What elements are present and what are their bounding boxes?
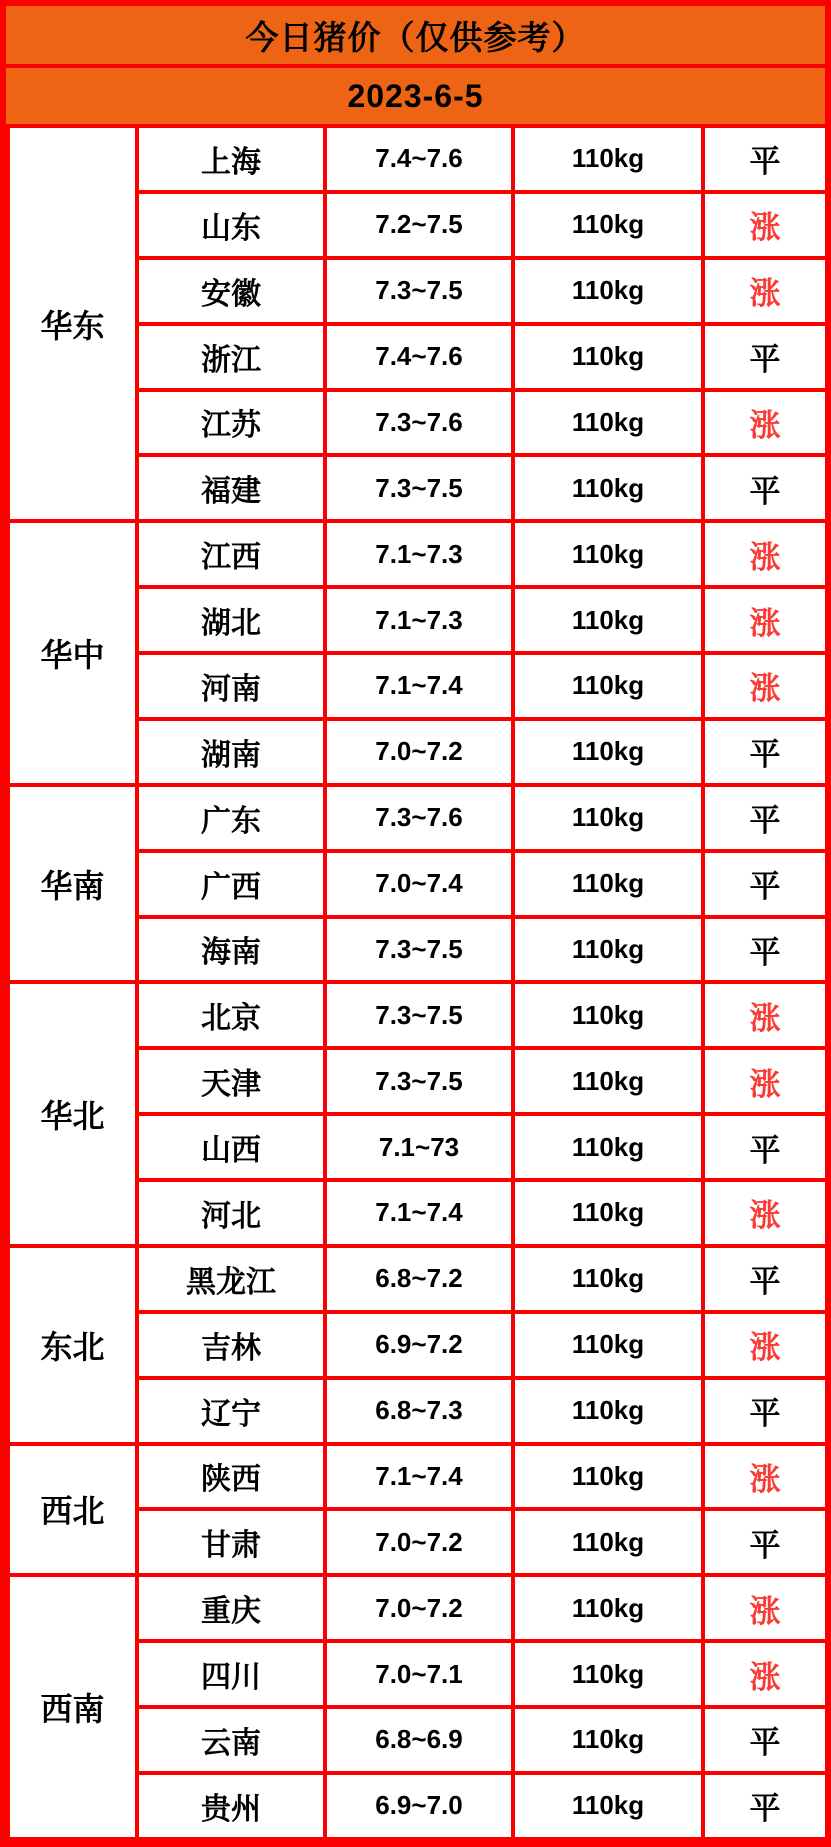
- price-cell: 7.4~7.6: [325, 324, 513, 390]
- weight-cell: 110kg: [513, 851, 703, 917]
- province-cell: 辽宁: [137, 1378, 325, 1444]
- page-title: 今日猪价（仅供参考）: [245, 18, 586, 56]
- price-cell: 7.1~7.3: [325, 521, 513, 587]
- status-cell: 涨: [703, 390, 827, 456]
- price-cell: 7.0~7.4: [325, 851, 513, 917]
- status-cell: 平: [703, 1378, 827, 1444]
- weight-cell: 110kg: [513, 587, 703, 653]
- price-cell: 7.3~7.5: [325, 917, 513, 983]
- region-cell: 西北: [8, 1444, 137, 1576]
- price-cell: 6.9~7.0: [325, 1773, 513, 1839]
- price-cell: 7.3~7.5: [325, 455, 513, 521]
- weight-cell: 110kg: [513, 785, 703, 851]
- province-cell: 江西: [137, 521, 325, 587]
- province-cell: 湖北: [137, 587, 325, 653]
- status-cell: 平: [703, 324, 827, 390]
- price-table: [6, 124, 829, 1841]
- table-row: [8, 1575, 827, 1641]
- price-cell: 7.0~7.2: [325, 719, 513, 785]
- price-cell: 7.3~7.5: [325, 982, 513, 1048]
- province-cell: 福建: [137, 455, 325, 521]
- price-cell: 7.1~7.4: [325, 1444, 513, 1510]
- table-row: [8, 982, 827, 1048]
- province-cell: 吉林: [137, 1312, 325, 1378]
- status-cell: 平: [703, 1509, 827, 1575]
- title-bar: [6, 6, 825, 68]
- status-cell: 涨: [703, 1312, 827, 1378]
- weight-cell: 110kg: [513, 1641, 703, 1707]
- status-cell: 涨: [703, 1641, 827, 1707]
- price-cell: 7.4~7.6: [325, 126, 513, 192]
- status-cell: 涨: [703, 1575, 827, 1641]
- weight-cell: 110kg: [513, 653, 703, 719]
- weight-cell: 110kg: [513, 1246, 703, 1312]
- province-cell: 山东: [137, 192, 325, 258]
- status-cell: 平: [703, 917, 827, 983]
- price-cell: 7.1~7.4: [325, 1180, 513, 1246]
- price-cell: 6.8~7.3: [325, 1378, 513, 1444]
- region-cell: 华南: [8, 785, 137, 983]
- status-cell: 涨: [703, 1048, 827, 1114]
- weight-cell: 110kg: [513, 126, 703, 192]
- region-cell: 东北: [8, 1246, 137, 1444]
- weight-cell: 110kg: [513, 1378, 703, 1444]
- price-cell: 7.0~7.1: [325, 1641, 513, 1707]
- province-cell: 安徽: [137, 258, 325, 324]
- province-cell: 浙江: [137, 324, 325, 390]
- price-cell: 7.1~7.4: [325, 653, 513, 719]
- province-cell: 贵州: [137, 1773, 325, 1839]
- price-cell: 7.3~7.5: [325, 1048, 513, 1114]
- province-cell: 上海: [137, 126, 325, 192]
- status-cell: 涨: [703, 982, 827, 1048]
- province-cell: 四川: [137, 1641, 325, 1707]
- weight-cell: 110kg: [513, 258, 703, 324]
- province-cell: 河南: [137, 653, 325, 719]
- weight-cell: 110kg: [513, 455, 703, 521]
- province-cell: 甘肃: [137, 1509, 325, 1575]
- date-bar: [6, 68, 825, 124]
- status-cell: 平: [703, 719, 827, 785]
- region-cell: 华东: [8, 126, 137, 521]
- weight-cell: 110kg: [513, 390, 703, 456]
- region-cell: 华北: [8, 982, 137, 1246]
- province-cell: 云南: [137, 1707, 325, 1773]
- status-cell: 平: [703, 1773, 827, 1839]
- status-cell: 平: [703, 785, 827, 851]
- table-row: [8, 126, 827, 192]
- status-cell: 平: [703, 1114, 827, 1180]
- weight-cell: 110kg: [513, 1312, 703, 1378]
- weight-cell: 110kg: [513, 1048, 703, 1114]
- status-cell: 涨: [703, 521, 827, 587]
- status-cell: 涨: [703, 1180, 827, 1246]
- price-cell: 7.3~7.5: [325, 258, 513, 324]
- status-cell: 平: [703, 1246, 827, 1312]
- region-cell: 华中: [8, 521, 137, 785]
- province-cell: 黑龙江: [137, 1246, 325, 1312]
- weight-cell: 110kg: [513, 982, 703, 1048]
- region-cell: 西南: [8, 1575, 137, 1839]
- weight-cell: 110kg: [513, 1773, 703, 1839]
- price-cell: 6.8~7.2: [325, 1246, 513, 1312]
- province-cell: 重庆: [137, 1575, 325, 1641]
- weight-cell: 110kg: [513, 719, 703, 785]
- weight-cell: 110kg: [513, 917, 703, 983]
- province-cell: 江苏: [137, 390, 325, 456]
- price-cell: 7.0~7.2: [325, 1575, 513, 1641]
- status-cell: 平: [703, 851, 827, 917]
- status-cell: 平: [703, 126, 827, 192]
- table-row: [8, 521, 827, 587]
- date-label: 2023-6-5: [347, 77, 484, 114]
- weight-cell: 110kg: [513, 192, 703, 258]
- weight-cell: 110kg: [513, 1575, 703, 1641]
- table-row: [8, 785, 827, 851]
- status-cell: 平: [703, 455, 827, 521]
- province-cell: 河北: [137, 1180, 325, 1246]
- weight-cell: 110kg: [513, 1707, 703, 1773]
- price-cell: 7.3~7.6: [325, 390, 513, 456]
- weight-cell: 110kg: [513, 1180, 703, 1246]
- weight-cell: 110kg: [513, 521, 703, 587]
- province-cell: 湖南: [137, 719, 325, 785]
- status-cell: 涨: [703, 192, 827, 258]
- status-cell: 涨: [703, 587, 827, 653]
- table-row: [8, 1246, 827, 1312]
- price-cell: 7.1~7.3: [325, 587, 513, 653]
- status-cell: 涨: [703, 1444, 827, 1510]
- price-table-body: [8, 126, 827, 1839]
- weight-cell: 110kg: [513, 1509, 703, 1575]
- price-cell: 7.1~73: [325, 1114, 513, 1180]
- province-cell: 广西: [137, 851, 325, 917]
- province-cell: 海南: [137, 917, 325, 983]
- weight-cell: 110kg: [513, 324, 703, 390]
- price-cell: 6.9~7.2: [325, 1312, 513, 1378]
- status-cell: 平: [703, 1707, 827, 1773]
- table-row: [8, 1444, 827, 1510]
- price-cell: 7.0~7.2: [325, 1509, 513, 1575]
- province-cell: 陕西: [137, 1444, 325, 1510]
- price-cell: 7.2~7.5: [325, 192, 513, 258]
- price-cell: 6.8~6.9: [325, 1707, 513, 1773]
- province-cell: 山西: [137, 1114, 325, 1180]
- province-cell: 广东: [137, 785, 325, 851]
- weight-cell: 110kg: [513, 1444, 703, 1510]
- status-cell: 涨: [703, 258, 827, 324]
- status-cell: 涨: [703, 653, 827, 719]
- province-cell: 天津: [137, 1048, 325, 1114]
- province-cell: 北京: [137, 982, 325, 1048]
- weight-cell: 110kg: [513, 1114, 703, 1180]
- price-cell: 7.3~7.6: [325, 785, 513, 851]
